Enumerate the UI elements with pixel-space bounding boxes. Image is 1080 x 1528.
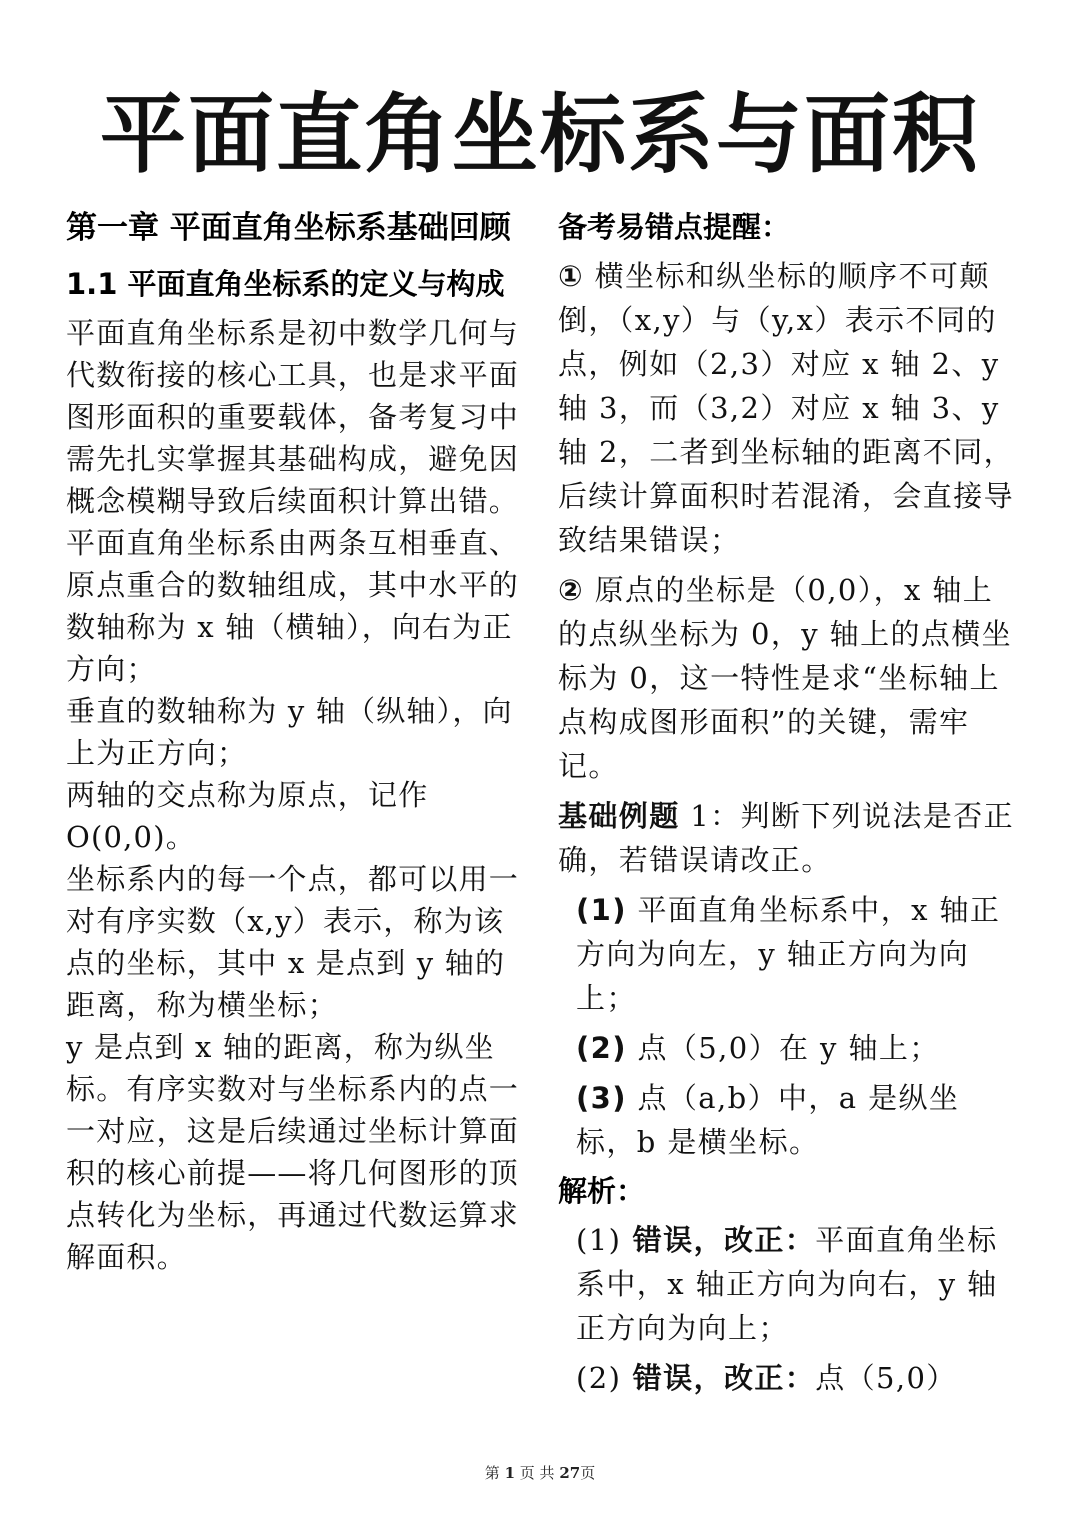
paragraph-ordered-pair: y 是点到 x 轴的距离，称为纵坐标。有序实数对与坐标系内的点一一对应，这是后续通过坐标计算面积的核心前提——将几何图形的顶点转化为坐标，再通过代数运算求解面积。 (66, 1030, 520, 1274)
tip-1 (558, 254, 1020, 562)
paragraph-y-axis: 垂直的数轴称为 y 轴（纵轴），向上为正方向； (66, 694, 513, 770)
footer-middle: 页 共 (519, 1464, 555, 1482)
tip-2-marker: ② (558, 573, 584, 607)
question-3 (558, 1076, 1020, 1164)
tip-1-text: 横坐标和纵坐标的顺序不可颠倒，（x,y）与（y,x）表示不同的点，例如（2,3）对应 x 轴 2、y 轴 3，而（3,2）对应 x 轴 3、y 轴 2，二者到坐标轴的距离不同，后续计算面积时若混淆，会直接导致结果错误； (558, 259, 1015, 557)
right-column (558, 200, 1020, 1400)
page-number: 1 (504, 1464, 515, 1482)
tips-heading: 备考易错点提醒： (558, 210, 791, 244)
analysis-heading: 解析： (558, 1174, 646, 1208)
page-total: 27 (559, 1464, 581, 1482)
left-column (66, 200, 526, 1278)
question-2 (558, 1026, 1020, 1070)
example-label: 基础例题 (558, 799, 680, 833)
question-2-number: (2) (576, 1031, 627, 1065)
question-1 (558, 888, 1020, 1020)
answer-1-number: (1) (576, 1223, 622, 1257)
answer-1 (558, 1218, 1020, 1350)
paragraph-origin: 两轴的交点称为原点，记作O(0,0)。 (66, 778, 429, 854)
paragraph-coordinates: 坐标系内的每一个点，都可以用一对有序实数（x,y）表示，称为该点的坐标，其中 x 是点到 y 轴的距离，称为横坐标； (66, 862, 520, 1022)
question-2-text: 点（5,0）在 y 轴上； (626, 1031, 940, 1065)
paragraph-intro: 平面直角坐标系是初中数学几何与代数衔接的核心工具，也是求平面图形面积的重要载体，备考复习中需先扎实掌握其基础构成，避免因概念模糊导致后续面积计算出错。 (66, 316, 520, 518)
example-text: 1：判断下列说法是否正确，若错误请改正。 (558, 799, 1015, 877)
footer-suffix: 页 (580, 1464, 596, 1482)
tip-2 (558, 568, 1020, 788)
answer-2 (558, 1356, 1020, 1400)
page-footer (0, 1462, 1080, 1483)
tip-2-text: 原点的坐标是（0,0），x 轴上的点纵坐标为 0，y 轴上的点横坐标为 0，这一特性是求“坐标轴上点构成图形面积”的关键，需牢记。 (558, 573, 1013, 783)
answer-1-verdict: 错误，改正： (621, 1223, 816, 1257)
paragraph-x-axis: 平面直角坐标系由两条互相垂直、原点重合的数轴组成，其中水平的数轴称为 x 轴（横轴），向右为正方向； (66, 526, 520, 686)
tip-1-marker: ① (558, 259, 584, 293)
footer-prefix: 第 (484, 1464, 500, 1482)
answer-2-verdict: 错误，改正： (621, 1361, 816, 1395)
example-intro (558, 794, 1020, 882)
question-1-text: 平面直角坐标系中，x 轴正方向为向左，y 轴正方向为向上； (576, 893, 1001, 1015)
answer-1-text: 平面直角坐标系中，x 轴正方向为向右，y 轴正方向为向上； (576, 1223, 998, 1345)
answer-2-text: 点（5,0） (815, 1361, 957, 1395)
page-title: 平面直角坐标系与面积 (100, 85, 980, 185)
chapter-heading: 第一章 平面直角坐标系基础回顾 (66, 210, 511, 246)
question-1-number: (1) (576, 893, 627, 927)
answer-2-number: (2) (576, 1361, 622, 1395)
section-heading: 1.1 平面直角坐标系的定义与构成 (66, 267, 505, 301)
question-3-number: (3) (576, 1081, 627, 1115)
question-3-text: 点（a,b）中，a 是纵坐标，b 是横坐标。 (576, 1081, 960, 1159)
